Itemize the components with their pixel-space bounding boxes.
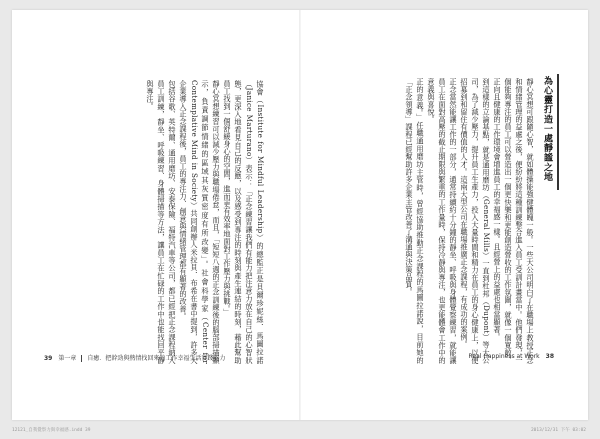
left-paragraph: 靜心冥想練習可以減少壓力與職場倦怠，而且，「短短八週的正念訓練後的腦部掃描顯示，負責調節情緒的區域其灰質密度有所改變」。社會科學家（Center for Contemplative Mind in Society）共同創辦人米拉貝．布希在書中提到，許多大企業導入正念課程後，員工的專注力、創意與情緒管理都有顯著的改善。 [179,80,221,364]
right-running-title: Real Happiness at Work [468,353,540,360]
left-folio [38,353,225,362]
right-paragraph: 靜心冥想可跟隨心智，就如體操能強健體魄一般。一些大公司明白了在職場上教授正念和情緒管理的益處之後，便紛紛將這種訓練整合進入員工受訓計畫當中。他們發現，一個能夠專注的員工可以營造出一個更快樂和更能創造營收的工作氛圍，就像一個寬敞、正向且健康的工作環境會增進員工的幸福感一樣。且經營上的益處也相當顯著。 [493,78,535,364]
left-chapter-label: 第一章 [58,355,77,362]
folio-divider [81,355,82,362]
right-paragraph: 正念當然能讓工作的一部分，通常持續約十分鐘的靜坐、呼吸與身體覺察練習，就能讓員工在面對高壓的截止期限與繁重的工作量時，保持冷靜與專注，也更能體會工作中的意義與喜悅。 [427,78,458,364]
left-page-body [50,80,266,364]
section-heading: 為心靈打造一處靜謐之地 [542,76,552,182]
heading-rule [557,74,559,190]
printer-slug-right: 2013/12/31 下午 03:02 [530,428,586,433]
right-page-body [320,78,536,364]
right-paragraph: 正的意義。」任職通用磨坊主管時，曾經協助推動正念課程的馬圖拉諾說，目前她的「正念領導」課程已經幫助許多企業主管改善了溝通與決策品質。 [405,78,425,364]
right-page [300,10,588,420]
left-page [12,10,300,420]
right-paragraph: 到這樣的立論基點，就是通用磨坊（General Mills）一直到杜邦（Dupont）等大公司，為了減少壓力，提升員工生產力，投入大量時間和精力在員工的身心健康上，以便招募到和留住有價值的人才。這兩大型公司在職場推廣正念課程，有成功的案例。 [460,78,491,364]
left-paragraph: 協會（Institute for Mindful Leadership）的總監正是貝爾珍妮絲．馬圖拉諾（Janice Marturano）表示：「正念練習讓我們有能力把注意力放在自己的心智狀態，更深入地看見自己的反應，以及感受到專注的時刻與產生連結的時刻，藉此幫助員工找到一個舒緩身心的空間，進而更有效率地面對工作壓力與挑戰。」 [223,80,265,364]
right-folio [469,353,560,360]
printer-slug-left: 12121_自我覺察力與幸福感.indd 39 [12,428,91,433]
left-chapter-title: 自癒．把幹勁與熱情找回來的工作幸福生活實踐能力 [87,355,226,362]
right-page-number: 38 [545,353,554,360]
left-page-number: 39 [44,355,53,362]
book-spread [12,10,588,420]
left-paragraph: 包括谷歌、英特爾、通用磨坊、安泰保險、福特汽車等公司，都已經把正念課程納入員工訓練，靜坐、呼吸練習、身體掃描等方法，讓員工在忙碌的工作中也能找回平靜與專注。 [146,80,177,364]
